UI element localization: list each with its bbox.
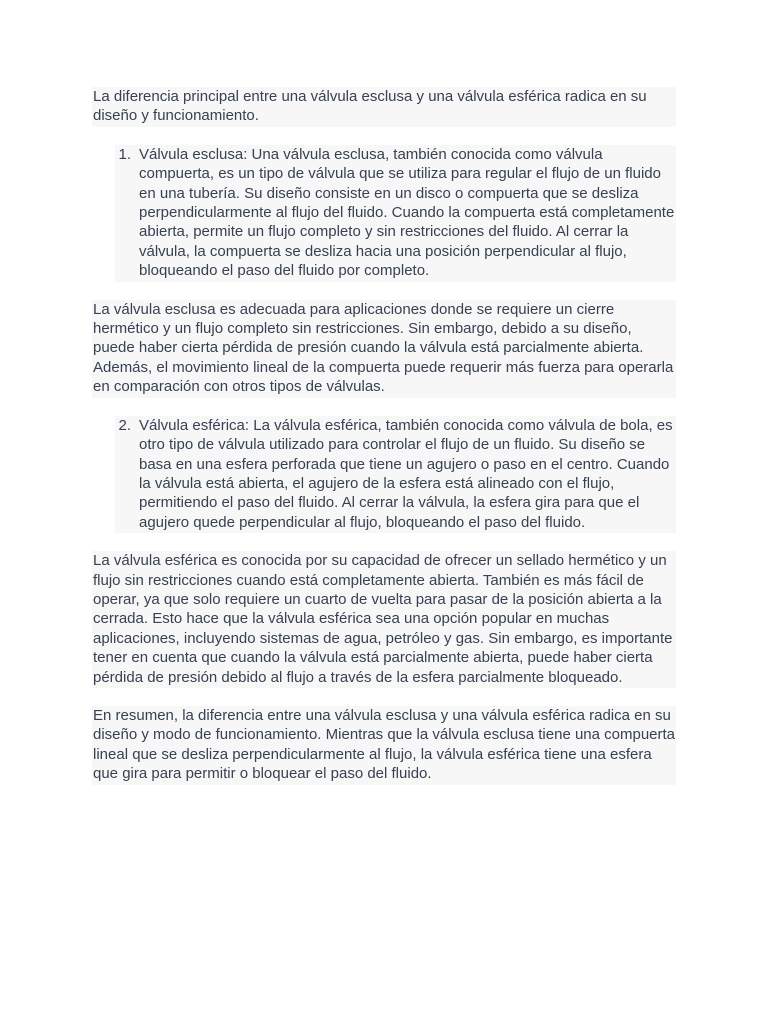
intro-paragraph: La diferencia principal entre una válvula esclusa y una válvula esférica radica en su diseño y funcionamiento. (92, 87, 676, 127)
numbered-list-2 (92, 416, 676, 533)
list-number: 1. (118, 145, 131, 163)
list-item-text: Válvula esférica: La válvula esférica, también conocida como válvula de bola, es otro tipo de válvula utilizado para controlar el flujo de un fluido. Su diseño se basa en una esfera perforada que tiene un agujero o paso en el centro. Cuando la válvula está abierta, el agujero de la esfera está alineado con el flujo, permitiendo el paso del fluido. Al cerrar la válvula, la esfera gira para que el agujero quede perpendicular al flujo, bloqueando el paso del fluido. (139, 416, 673, 531)
list-item-gate-valve (115, 145, 676, 282)
list-item-ball-valve (115, 416, 676, 533)
gate-valve-paragraph: La válvula esclusa es adecuada para aplicaciones donde se requiere un cierre hermético y un flujo completo sin restricciones. Sin embargo, debido a su diseño, puede haber cierta pérdida de presión cuando la válvula está parcialmente abierta. Además, el movimiento lineal de la compuerta puede requerir más fuerza para operarla en comparación con otros tipos de válvulas. (92, 300, 676, 398)
summary-paragraph: En resumen, la diferencia entre una válvula esclusa y una válvula esférica radica en su diseño y modo de funcionamiento. Mientras que la válvula esclusa tiene una compuerta lineal que se desliza perpendicularmente al flujo, la válvula esférica tiene una esfera que gira para permitir o bloquear el paso del fluido. (92, 706, 676, 785)
list-item-text: Válvula esclusa: Una válvula esclusa, también conocida como válvula compuerta, es un tipo de válvula que se utiliza para regular el flujo de un fluido en una tubería. Su diseño consiste en un disco o compuerta que se desliza perpendicularmente al flujo del fluido. Cuando la compuerta está completamente abierta, permite un flujo completo y sin restricciones del fluido. Al cerrar la válvula, la compuerta se desliza hacia una posición perpendicular al flujo, bloqueando el paso del fluido por completo. (139, 145, 675, 280)
ball-valve-paragraph: La válvula esférica es conocida por su capacidad de ofrecer un sellado hermético y un flujo sin restricciones cuando está completamente abierta. También es más fácil de operar, ya que solo requiere un cuarto de vuelta para pasar de la posición abierta a la cerrada. Esto hace que la válvula esférica sea una opción popular en muchas aplicaciones, incluyendo sistemas de agua, petróleo y gas. Sin embargo, es importante tener en cuenta que cuando la válvula está parcialmente abierta, puede haber cierta pérdida de presión debido al flujo a través de la esfera parcialmente bloqueado. (92, 551, 676, 688)
list-number: 2. (118, 416, 131, 434)
numbered-list-1 (92, 145, 676, 282)
document-body (92, 87, 676, 785)
